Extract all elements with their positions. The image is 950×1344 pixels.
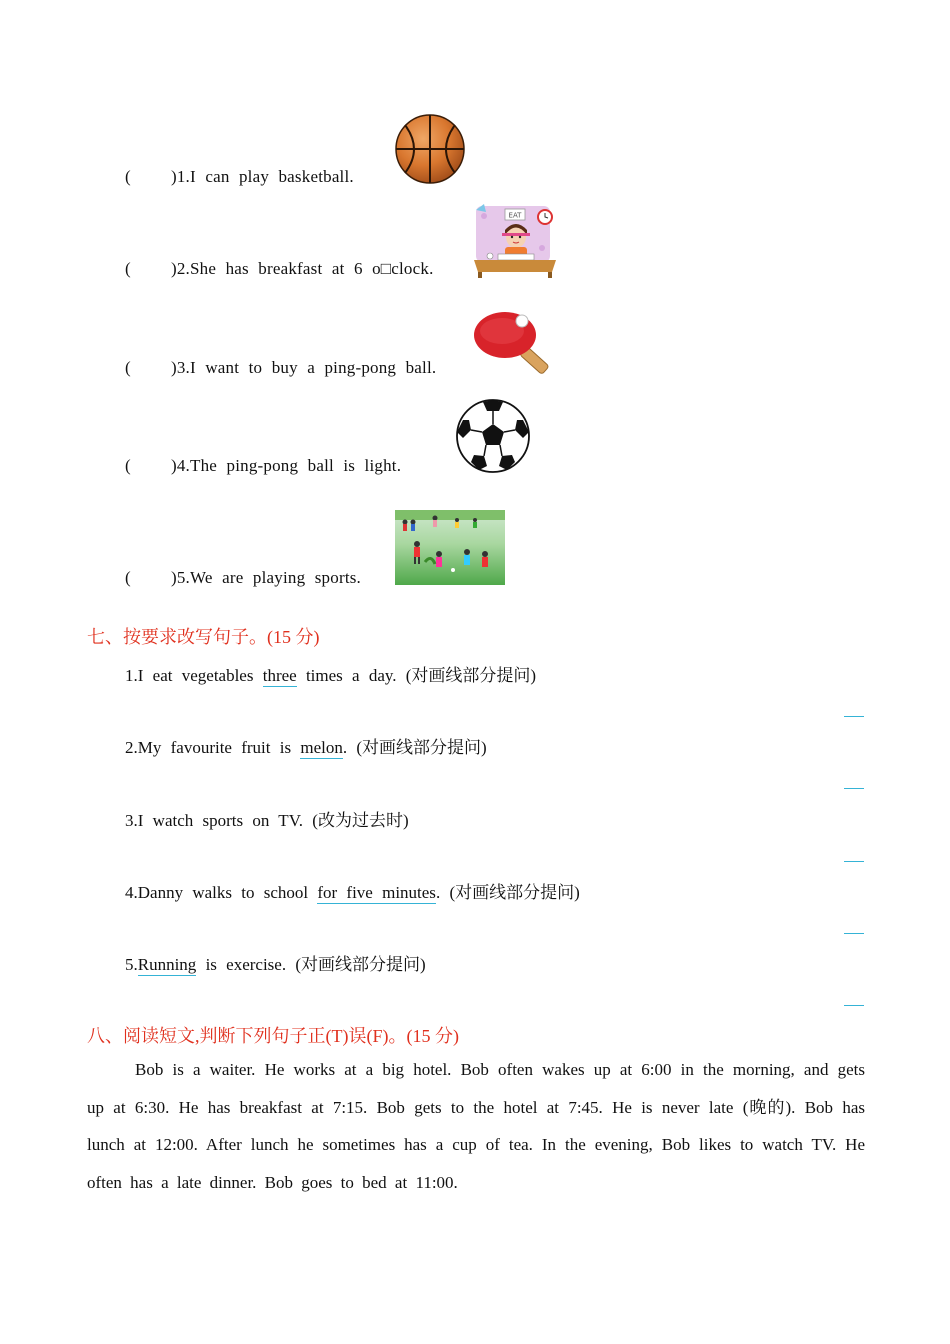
- question-text: 1.I eat vegetables: [125, 666, 263, 685]
- answer-line[interactable]: [844, 861, 864, 862]
- question-text: times a day. (对画线部分提问): [296, 666, 537, 685]
- answer-paren[interactable]: (: [125, 358, 131, 377]
- matching-item-1: [125, 167, 354, 187]
- section8-heading: 八、阅读短文,判断下列句子正(T)误(F)。(15 分): [87, 1026, 459, 1046]
- matching-item-3: [125, 358, 436, 378]
- answer-paren[interactable]: (: [125, 568, 131, 587]
- sign-text: EAT: [508, 211, 522, 220]
- girl-at-desk-picture: [472, 202, 558, 278]
- section7-heading: 七、按要求改写句子。(15 分): [87, 627, 320, 647]
- rewrite-question-4: [125, 878, 580, 903]
- passage-text: Bob is a waiter. He works at a big hotel. Bob often wakes up at 6:00 in the morning, and gets up at 6:30. He has breakfast at 7:15. Bob gets to the hotel at 7:45. He is never late (晚的). Bob has lunch at 12:00. After lunch he sometimes has a cup of tea. In the evening, Bob likes to watch TV. He often has a late dinner. Bob goes to bed at 11:00.: [87, 1060, 865, 1192]
- rewrite-question-1: [125, 661, 536, 686]
- underlined-text: Running: [137, 955, 197, 974]
- ping-pong-paddle-picture: [472, 310, 560, 378]
- item-number: )4.: [171, 456, 191, 475]
- reading-passage: [87, 1051, 865, 1201]
- item-number: )1.: [171, 167, 191, 186]
- item-number: )2.: [171, 259, 191, 278]
- children-playing-icon: [395, 510, 505, 585]
- question-text: 3.I watch sports on TV. (改为过去时): [125, 811, 409, 830]
- answer-paren[interactable]: (: [125, 167, 131, 186]
- rewrite-question-3: [125, 806, 409, 831]
- matching-item-5: [125, 568, 361, 588]
- item-text: I want to buy a ping-pong ball.: [190, 358, 437, 377]
- answer-line[interactable]: [844, 933, 864, 934]
- soccer-ball-icon: [455, 398, 531, 474]
- girl-breakfast-icon: [472, 202, 558, 278]
- question-text: 5.: [125, 955, 138, 974]
- rewrite-question-5: [125, 950, 426, 975]
- underlined-text: melon: [300, 738, 343, 757]
- answer-line[interactable]: [844, 1005, 864, 1006]
- basketball-picture: [395, 113, 467, 185]
- item-text: We are playing sports.: [190, 568, 362, 587]
- underlined-text: for five minutes: [317, 883, 436, 902]
- basketball-icon: [395, 113, 467, 185]
- item-number: )3.: [171, 358, 191, 377]
- matching-item-2: [125, 259, 434, 279]
- question-text: is exercise. (对画线部分提问): [196, 955, 426, 974]
- answer-paren[interactable]: (: [125, 259, 131, 278]
- answer-line[interactable]: [844, 716, 864, 717]
- question-text: 2.My favourite fruit is: [125, 738, 301, 757]
- question-text: . (对画线部分提问): [342, 738, 487, 757]
- item-number: )5.: [171, 568, 191, 587]
- question-text: 4.Danny walks to school: [125, 883, 318, 902]
- underlined-text: three: [262, 666, 297, 685]
- question-text: . (对画线部分提问): [435, 883, 580, 902]
- matching-item-4: [125, 456, 401, 476]
- answer-paren[interactable]: (: [125, 456, 131, 475]
- answer-line[interactable]: [844, 788, 864, 789]
- item-text: She has breakfast at 6 o□clock.: [190, 259, 434, 278]
- ping-pong-paddle-icon: [472, 310, 560, 378]
- soccer-ball-picture: [455, 398, 531, 474]
- children-playing-picture: [395, 510, 505, 585]
- item-text: The ping-pong ball is light.: [190, 456, 402, 475]
- rewrite-question-2: [125, 733, 487, 758]
- item-text: I can play basketball.: [190, 167, 354, 186]
